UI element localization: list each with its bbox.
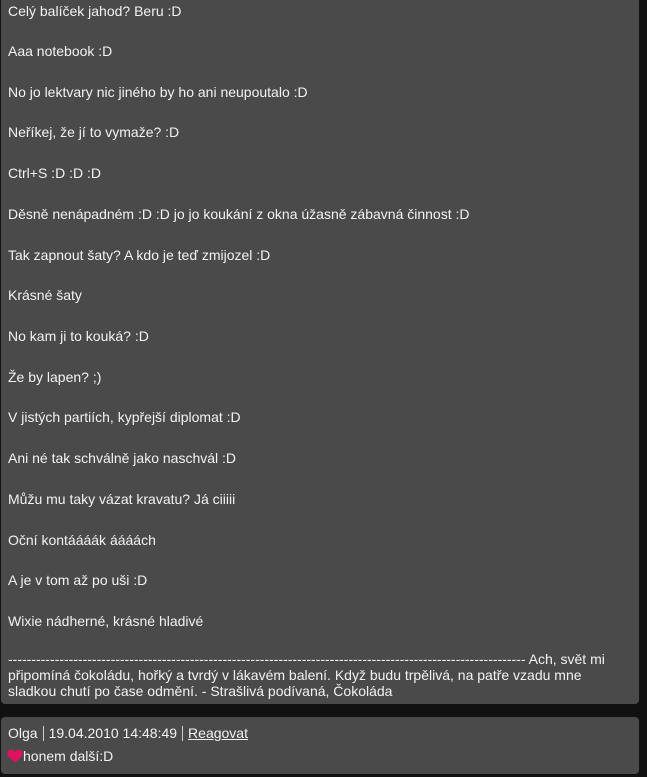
comment-line: Tak zapnout šaty? A kdo je teď zmijozel :D (8, 247, 271, 263)
comment-line: Ani né tak schválně jako naschvál :D (8, 450, 237, 466)
quote-line: --------------------------------------------------------------------------------------------------------------- Ach, svět mi (8, 651, 605, 667)
comment-line: No jo lektvary nic jiného by ho ani neupoutalo :D (8, 84, 308, 100)
meta-divider (43, 726, 44, 741)
comment-line: Ctrl+S :D :D :D (8, 165, 101, 181)
reply-text: honem další:D (23, 748, 114, 764)
comment-line: Krásné šaty (8, 287, 82, 303)
reply-body (7, 748, 113, 764)
comment-line: Neříkej, že jí to vymaže? :D (8, 124, 180, 140)
quote-line: sladkou chutí po čase odmění. - Strašlivá podívaná, Čokoláda (8, 683, 393, 699)
comment-line: Děsně nenápadném :D :D jo jo koukání z okna úžasně zábavná činnost :D (8, 206, 470, 222)
heart-icon (7, 749, 23, 763)
comment-line: Že by lapen? ;) (8, 369, 102, 385)
comment-line: V jistých partiích, kypřejší diplomat :D (8, 409, 241, 425)
reply-author: Olga (8, 725, 38, 741)
comment-line: Celý balíček jahod? Beru :D (8, 3, 182, 19)
quote-line: připomíná čokoládu, hořký a tvrdý v lákavém balení. Když budu trpělivá, na patře vzadu mne (8, 667, 582, 683)
reply-datetime: 19.04.2010 14:48:49 (48, 725, 178, 741)
comment-line: Aaa notebook :D (8, 43, 113, 59)
comment-line: Oční kontáááák áááách (8, 532, 156, 548)
reply-link[interactable]: Reagovat (188, 725, 248, 741)
comment-line: No kam ji to kouká? :D (8, 328, 149, 344)
signature-quote (8, 651, 633, 699)
meta-divider (182, 726, 183, 741)
comment-line: Můžu mu taky vázat kravatu? Já ciiiii (8, 491, 236, 507)
comment-panel (1, 0, 639, 704)
comment-line: Wixie nádherné, krásné hladivé (8, 613, 204, 629)
reply-meta (8, 725, 248, 741)
reply-comment-panel (1, 717, 639, 774)
comment-line: A je v tom až po uši :D (8, 572, 148, 588)
